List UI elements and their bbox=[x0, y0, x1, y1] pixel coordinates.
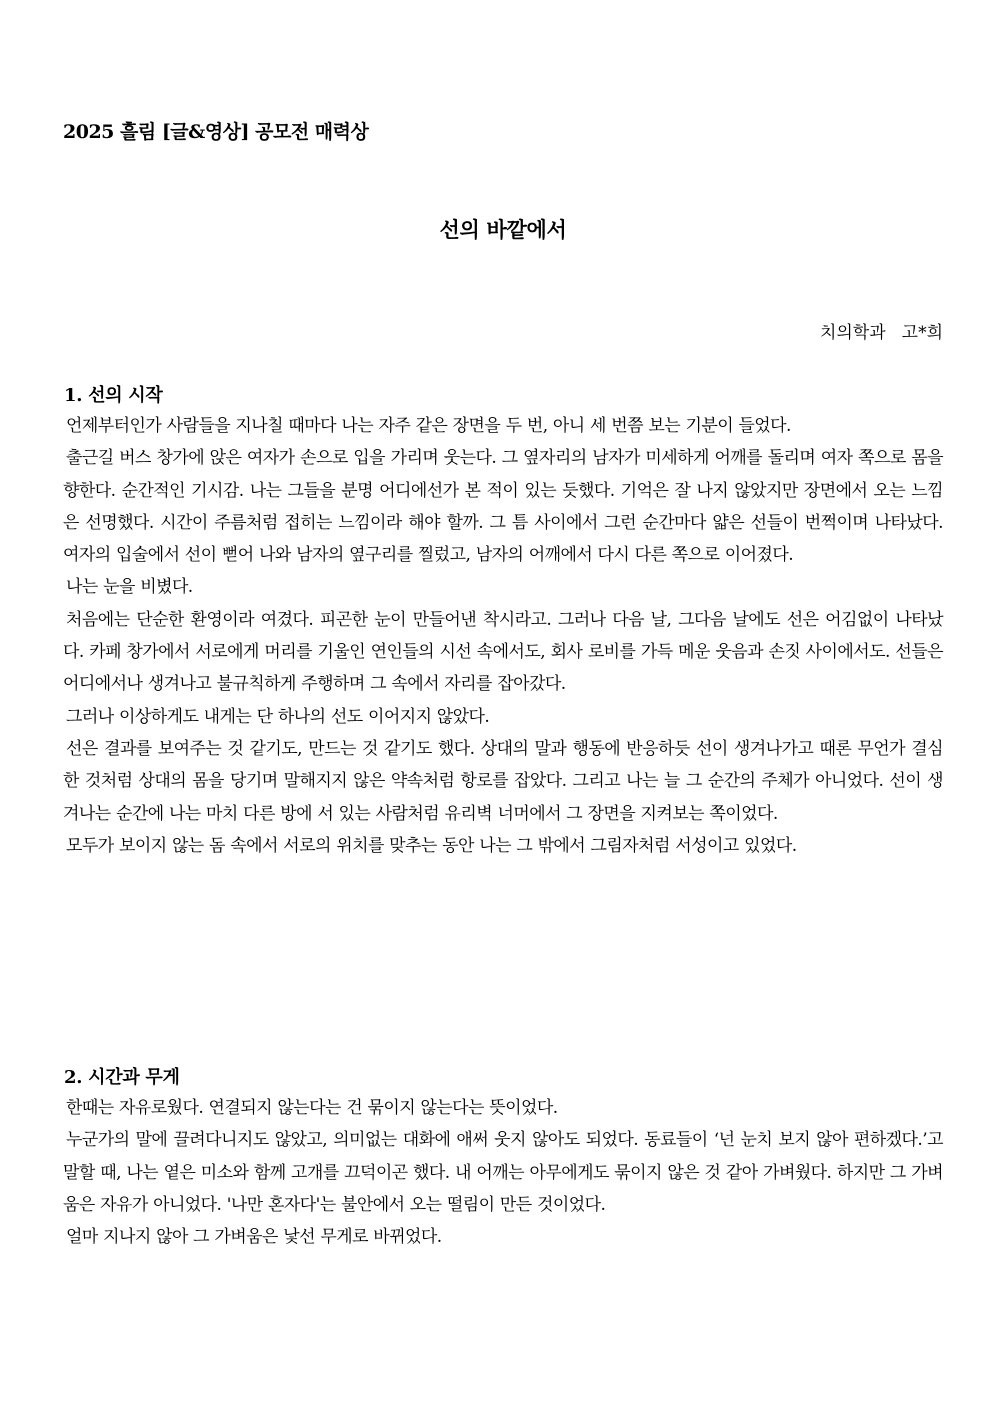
paragraph: 언제부터인가 사람들을 지나칠 때마다 나는 자주 같은 장면을 두 번, 아니 세 번쯤 보는 기분이 들었다. bbox=[66, 416, 791, 436]
section-1 bbox=[63, 381, 943, 862]
paragraph: 그러나 이상하게도 내게는 단 하나의 선도 이어지지 않았다. bbox=[66, 706, 490, 727]
paragraph: 처음에는 단순한 환영이라 여겼다. 피곤한 눈이 만들어낸 착시라고. 그러나 다음 날, 그다음 날에도 선은 어김없이 나타났다. 카페 창가에서 서로에게 머리를 기울인 연인들의 시선 속에서도, 회사 로비를 가득 메운 웃음과 손짓 사이에서도. 선들은 어디에서나 생겨나고 불규칙하게 주행하며 그 속에서 자리를 잡아갔다. bbox=[63, 609, 943, 695]
author-line bbox=[820, 318, 943, 343]
author-department: 치의학과 bbox=[819, 323, 886, 343]
paragraph: 모두가 보이지 않는 돔 속에서 서로의 위치를 맞추는 동안 나는 그 밖에서 그림자처럼 서성이고 있었다. bbox=[66, 835, 797, 856]
award-heading: 2025 흘림 [글&영상] 공모전 매력상 bbox=[63, 121, 369, 143]
paragraph: 선은 결과를 보여주는 것 같기도, 만드는 것 같기도 했다. 상대의 말과 행동에 반응하듯 선이 생겨나가고 때론 무언가 결심한 것처럼 상대의 몸을 당기며 말해지지 않은 약속처럼 항로를 잡았다. 그리고 나는 늘 그 순간의 주체가 아니었다. 선이 생겨나는 순간에 나는 마치 다른 방에 서 있는 사람처럼 유리벽 너머에서 그 장면을 지켜보는 쪽이었다. bbox=[63, 738, 943, 824]
paragraph: 얼마 지나지 않아 그 가벼움은 낯선 무게로 바뀌었다. bbox=[66, 1227, 442, 1248]
paragraph: 나는 눈을 비볐다. bbox=[66, 577, 193, 598]
section-2 bbox=[63, 1063, 943, 1253]
essay-title: 선의 바깥에서 bbox=[439, 217, 567, 242]
paragraph: 누군가의 말에 끌려다니지도 않았고, 의미없는 대화에 애써 웃지 않아도 되었다. 동료들이 ‘넌 눈치 보지 않아 편하겠다.’고 말할 때, 나는 옅은 미소와 함께 고개를 끄덕이곤 했다. 내 어깨는 아무에게도 묶이지 않은 것 같아 가벼웠다. 하지만 그 가벼움은 자유가 아니었다. '나만 혼자다'는 불안에서 오는 떨림이 만든 것이었다. bbox=[63, 1130, 943, 1215]
author-name: 고*희 bbox=[901, 323, 943, 343]
section-heading: 1. 선의 시작 bbox=[64, 385, 163, 406]
paragraph: 한때는 자유로웠다. 연결되지 않는다는 건 묶이지 않는다는 뜻이었다. bbox=[66, 1098, 558, 1118]
paragraph: 출근길 버스 창가에 앉은 여자가 손으로 입을 가리며 웃는다. 그 옆자리의 남자가 미세하게 어깨를 돌리며 여자 쪽으로 몸을 향한다. 순간적인 기시감. 나는 그들을 분명 어디에선가 본 적이 있는 듯했다. 기억은 잘 나지 않았지만 장면에서 오는 느낌은 선명했다. 시간이 주름처럼 접히는 느낌이라 해야 할까. 그 틈 사이에서 그런 순간마다 얇은 선들이 번쩍이며 나타났다. 여자의 입술에서 선이 뻗어 나와 남자의 옆구리를 찔렀고, 남자의 어깨에서 다시 다른 쪽으로 이어졌다. bbox=[63, 448, 943, 566]
section-heading: 2. 시간과 무게 bbox=[64, 1067, 180, 1088]
